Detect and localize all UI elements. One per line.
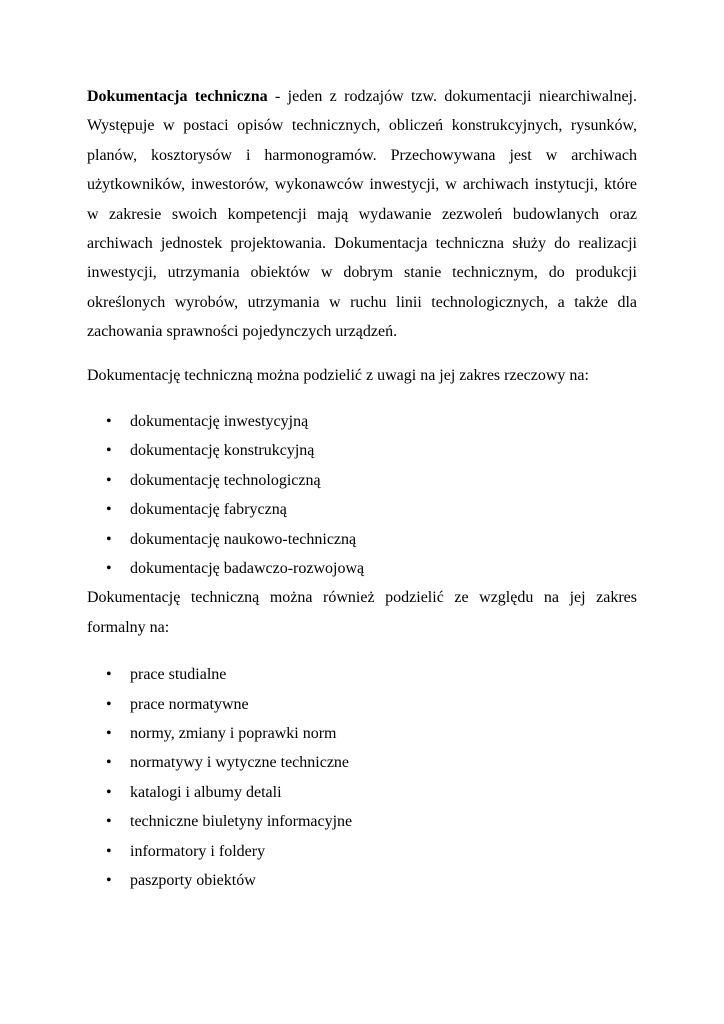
list-item bbox=[87, 748, 637, 777]
bullet-icon: • bbox=[106, 725, 112, 742]
bullet-icon: • bbox=[106, 754, 112, 772]
bullet-icon: • bbox=[106, 842, 112, 860]
list-item-text: dokumentację fabryczną bbox=[130, 501, 287, 519]
list-item bbox=[87, 719, 637, 748]
bullet-icon: • bbox=[106, 413, 112, 431]
bullet-icon: • bbox=[106, 530, 112, 548]
list-item bbox=[87, 407, 637, 436]
bullet-icon: • bbox=[106, 501, 112, 519]
list-item bbox=[87, 554, 637, 583]
bullet-icon: • bbox=[106, 471, 112, 489]
list-item-text: normy, zmiany i poprawki norm bbox=[130, 725, 337, 742]
list-item-text: dokumentację technologiczną bbox=[130, 471, 321, 489]
bullet-icon: • bbox=[106, 695, 112, 713]
intro-term: Dokumentacja techniczna bbox=[87, 88, 268, 105]
list-item-text: dokumentację konstrukcyjną bbox=[130, 442, 315, 460]
document-page bbox=[87, 82, 637, 895]
list-item bbox=[87, 778, 637, 807]
list-item bbox=[87, 495, 637, 524]
list-item bbox=[87, 690, 637, 719]
list-item bbox=[87, 660, 637, 689]
list-item bbox=[87, 866, 637, 895]
list-item bbox=[87, 807, 637, 836]
list-item-text: paszporty obiektów bbox=[130, 871, 256, 889]
bullet-icon: • bbox=[106, 871, 112, 889]
intro-paragraph bbox=[87, 82, 637, 347]
section2-list bbox=[87, 660, 637, 895]
list-item-text: techniczne biuletyny informacyjne bbox=[130, 813, 353, 831]
list-item-text: dokumentację badawczo-rozwojową bbox=[130, 560, 365, 578]
list-item-text: normatywy i wytyczne techniczne bbox=[130, 754, 350, 772]
bullet-icon: • bbox=[106, 560, 112, 578]
list-item-text: katalogi i albumy detali bbox=[130, 783, 282, 801]
section1-lead: Dokumentację techniczną można podzielić z uwagi na jej zakres rzeczowy na: bbox=[87, 366, 589, 384]
list-item bbox=[87, 466, 637, 495]
intro-text: - jeden z rodzajów tzw. dokumentacji niearchiwalnej. Występuje w postaci opisów technicznych, obliczeń konstrukcyjnych, rysunków, planów, kosztorysów i harmonogramów. Przechowywana jest w archiwach użytkowników, inwestorów, wykonawców inwestycji, w archiwach instytucji, które w zakresie swoich kompetencji mają wydawanie zezwoleń budowlanych oraz archiwach jednostek projektowania. Dokumentacja techniczna służy do realizacji inwestycji, utrzymania obiektów w dobrym stanie technicznym, do produkcji określonych wyrobów, utrzymania w ruchu linii technologicznych, a także dla zachowania sprawności pojedynczych urządzeń. bbox=[87, 88, 637, 341]
bullet-icon: • bbox=[106, 783, 112, 801]
list-item-text: dokumentację naukowo-techniczną bbox=[130, 530, 357, 548]
list-item bbox=[87, 837, 637, 866]
list-item-text: informatory i foldery bbox=[130, 842, 266, 860]
list-item-text: prace studialne bbox=[130, 666, 227, 684]
list-item-text: dokumentację inwestycyjną bbox=[130, 413, 309, 431]
bullet-icon: • bbox=[106, 813, 112, 831]
list-item bbox=[87, 525, 637, 554]
bullet-icon: • bbox=[106, 442, 112, 460]
list-item-text: prace normatywne bbox=[130, 695, 249, 713]
bullet-icon: • bbox=[106, 666, 112, 684]
section1-list bbox=[87, 407, 637, 583]
section2-lead: Dokumentację techniczną można również podzielić ze względu na jej zakres formalny na: bbox=[87, 589, 637, 636]
list-item bbox=[87, 436, 637, 465]
